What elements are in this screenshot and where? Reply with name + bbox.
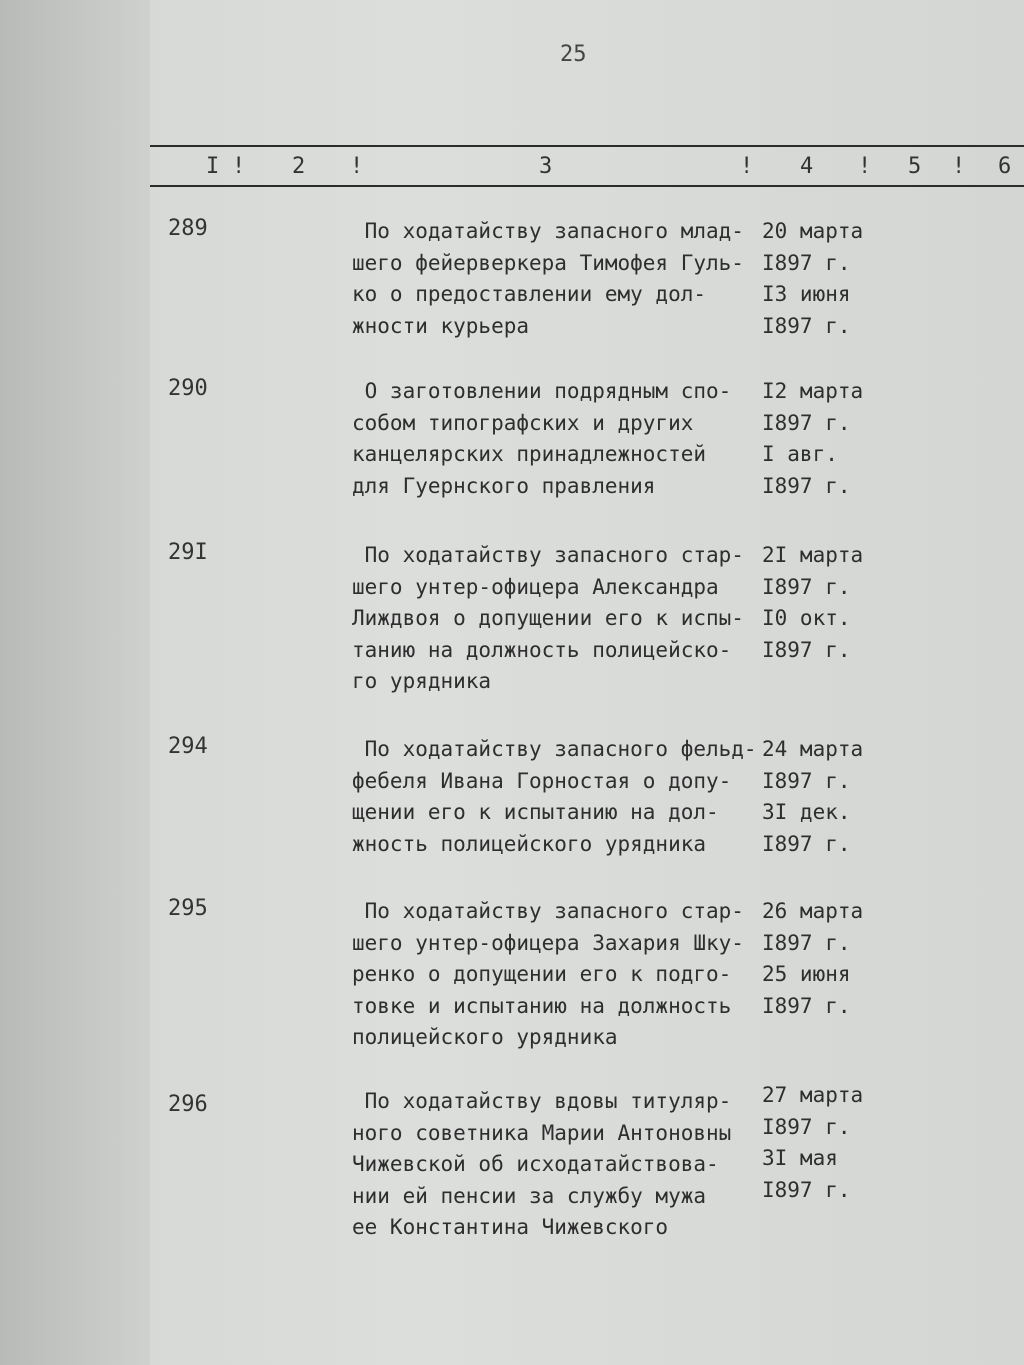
entry-text-line: танию на должность полицейско- [352, 637, 732, 662]
entry-text-line: полицейского урядника [352, 1025, 618, 1049]
entry-text-line: шего унтер-офицера Захария Шку- [352, 930, 744, 955]
entry-date-line: 26 марта [762, 899, 864, 923]
entry-text-line: шего фейерверкера Тимофея Гуль- [352, 250, 744, 275]
column-header-4: 4 [800, 154, 814, 179]
entry-date-line: 25 июня [762, 962, 851, 986]
entry-dates [762, 540, 863, 666]
entry-date-line: I897 г. [762, 410, 851, 435]
entry-date-line: I897 г. [762, 768, 851, 793]
entry-dates [762, 1080, 863, 1206]
entry-number: 294 [168, 734, 208, 759]
entry-text-line: Лиждвоя о допущении его к испы- [352, 606, 744, 630]
column-separator: ! [858, 154, 872, 179]
entry-text-line: По ходатайству запасного стар- [352, 899, 744, 923]
column-header-2: 2 [292, 154, 306, 179]
entry-dates [762, 376, 863, 502]
entry-date-line: I897 г. [762, 930, 851, 955]
entry-date-line: I897 г. [762, 993, 851, 1018]
entry-number: 289 [168, 216, 208, 241]
entry-text-line: нии ей пенсии за службу мужа [352, 1183, 707, 1208]
entry-description [352, 734, 772, 860]
entry-number: 296 [168, 1092, 208, 1117]
entry-date-line: 3I мая [762, 1146, 838, 1170]
entry-description [352, 376, 772, 502]
column-header-6: 6 [998, 154, 1012, 179]
column-separator: ! [232, 154, 246, 179]
entry-description [352, 1086, 772, 1244]
entry-text-line: По ходатайству вдовы титуляр- [352, 1089, 732, 1113]
entry-date-line: I897 г. [762, 313, 851, 338]
entry-text-line: товке и испытанию на должность [352, 993, 732, 1018]
entry-date-line: I3 июня [762, 282, 851, 306]
entry-text-line: канцелярских принадлежностей [352, 442, 707, 466]
entry-text-line: По ходатайству запасного стар- [352, 543, 744, 567]
entry-text-line: ее Константина Чижевского [352, 1215, 669, 1239]
entry-text-line: ко о предоставлении ему дол- [352, 282, 707, 306]
page-fold-shadow [0, 0, 150, 1365]
entry-date-line: 27 марта [762, 1083, 864, 1107]
entry-date-line: 3I дек. [762, 800, 851, 824]
column-separator: ! [350, 154, 364, 179]
entry-text-line: собом типографских и других [352, 410, 694, 435]
entry-text-line: го урядника [352, 669, 492, 693]
page-number: 25 [560, 42, 587, 67]
entry-number: 290 [168, 376, 208, 401]
table-rule-bottom [150, 185, 1024, 187]
column-header-1: I [206, 154, 220, 179]
entry-date-line: 2I марта [762, 543, 864, 567]
entry-date-line: I897 г. [762, 637, 851, 662]
entry-date-line: I897 г. [762, 1177, 851, 1202]
entry-number: 29I [168, 540, 208, 565]
entry-date-line: I0 окт. [762, 606, 851, 630]
entry-text-line: жность полицейского урядника [352, 831, 707, 856]
entry-text-line: По ходатайству запасного фельд- [352, 737, 757, 761]
entry-date-line: I2 марта [762, 379, 864, 403]
entry-description [352, 216, 772, 342]
column-header-3: 3 [539, 154, 553, 179]
entry-dates [762, 216, 863, 342]
entry-description [352, 540, 772, 698]
entry-description [352, 896, 772, 1054]
entry-date-line: I897 г. [762, 831, 851, 856]
entry-date-line: I авг. [762, 442, 838, 466]
entry-date-line: 24 марта [762, 737, 864, 761]
entry-date-line: I897 г. [762, 250, 851, 275]
entry-dates [762, 734, 863, 860]
entry-text-line: щении его к испытанию на дол- [352, 800, 719, 824]
column-header-5: 5 [908, 154, 922, 179]
column-separator: ! [952, 154, 966, 179]
entry-date-line: 20 марта [762, 219, 864, 243]
entry-text-line: ного советника Марии Антоновны [352, 1120, 732, 1145]
entry-text-line: О заготовлении подрядным спо- [352, 379, 732, 403]
table-rule-top [150, 145, 1024, 147]
entry-date-line: I897 г. [762, 574, 851, 599]
entry-text-line: ренко о допущении его к подго- [352, 962, 732, 986]
entry-number: 295 [168, 896, 208, 921]
column-separator: ! [740, 154, 754, 179]
entry-text-line: Чижевской об исходатайствова- [352, 1152, 719, 1176]
entry-text-line: По ходатайству запасного млад- [352, 219, 744, 243]
entry-text-line: шего унтер-офицера Александра [352, 574, 719, 599]
entry-dates [762, 896, 863, 1022]
entry-text-line: фебеля Ивана Горностая о допу- [352, 768, 732, 793]
entry-text-line: для Гуернского правления [352, 473, 656, 498]
entry-date-line: I897 г. [762, 1114, 851, 1139]
entry-date-line: I897 г. [762, 473, 851, 498]
entry-text-line: жности курьера [352, 313, 530, 338]
